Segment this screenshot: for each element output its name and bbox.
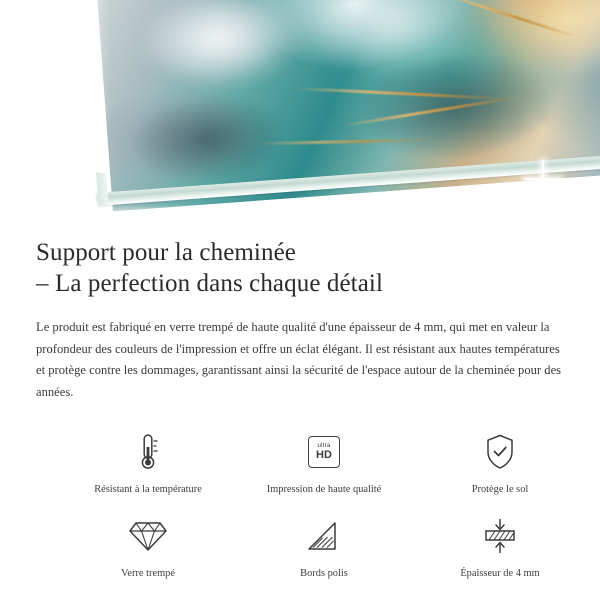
shield-check-icon xyxy=(483,430,517,474)
thickness-arrows-icon xyxy=(480,514,520,558)
feature-label: Résistant à la température xyxy=(94,483,202,495)
description-paragraph: Le produit est fabriqué en verre trempé de haute qualité d'une épaisseur de 4 mm, qui met en valeur la profondeur des couleurs de l'impression et offre un éclat élégant. Il est résistant aux hautes températures et protège contre les dommages, garantissant ainsi la sécurité de l'espace autour de la cheminée pour des années. xyxy=(36,320,562,399)
feature-label: Protège le sol xyxy=(471,483,529,495)
feature-label: Épaisseur de 4 mm xyxy=(460,568,540,580)
page-title xyxy=(36,238,564,299)
hero-fade-left xyxy=(0,0,110,222)
polished-edges-icon xyxy=(305,514,343,558)
hero-image xyxy=(0,0,600,222)
sparkle-icon xyxy=(500,186,516,202)
headline-line-2: – La perfection dans chaque détail xyxy=(36,269,383,297)
sparkle-icon xyxy=(556,184,578,206)
feature-label: Verre trempé xyxy=(121,568,175,580)
feature-grid xyxy=(36,430,564,581)
feature-item-thickness xyxy=(412,514,588,581)
hero-fade-bottom xyxy=(0,204,600,222)
badge-bottom-text: HD xyxy=(316,448,332,461)
feature-label: Impression de haute qualité xyxy=(266,483,382,495)
headline-line-1: Support pour la cheminée xyxy=(36,239,296,266)
feature-item-temperature-resistant xyxy=(60,430,236,497)
feature-label: Bords polis xyxy=(300,568,348,580)
diamond-icon xyxy=(128,514,168,558)
feature-item-print-quality xyxy=(236,430,412,497)
feature-item-polished-edges xyxy=(236,514,412,581)
content-area xyxy=(0,222,600,581)
ultra-hd-badge-icon xyxy=(308,430,340,474)
feature-item-floor-protection xyxy=(412,430,588,497)
badge-top-text: ultra xyxy=(317,441,331,449)
thermometer-icon xyxy=(131,430,165,474)
feature-item-tempered-glass xyxy=(60,514,236,581)
